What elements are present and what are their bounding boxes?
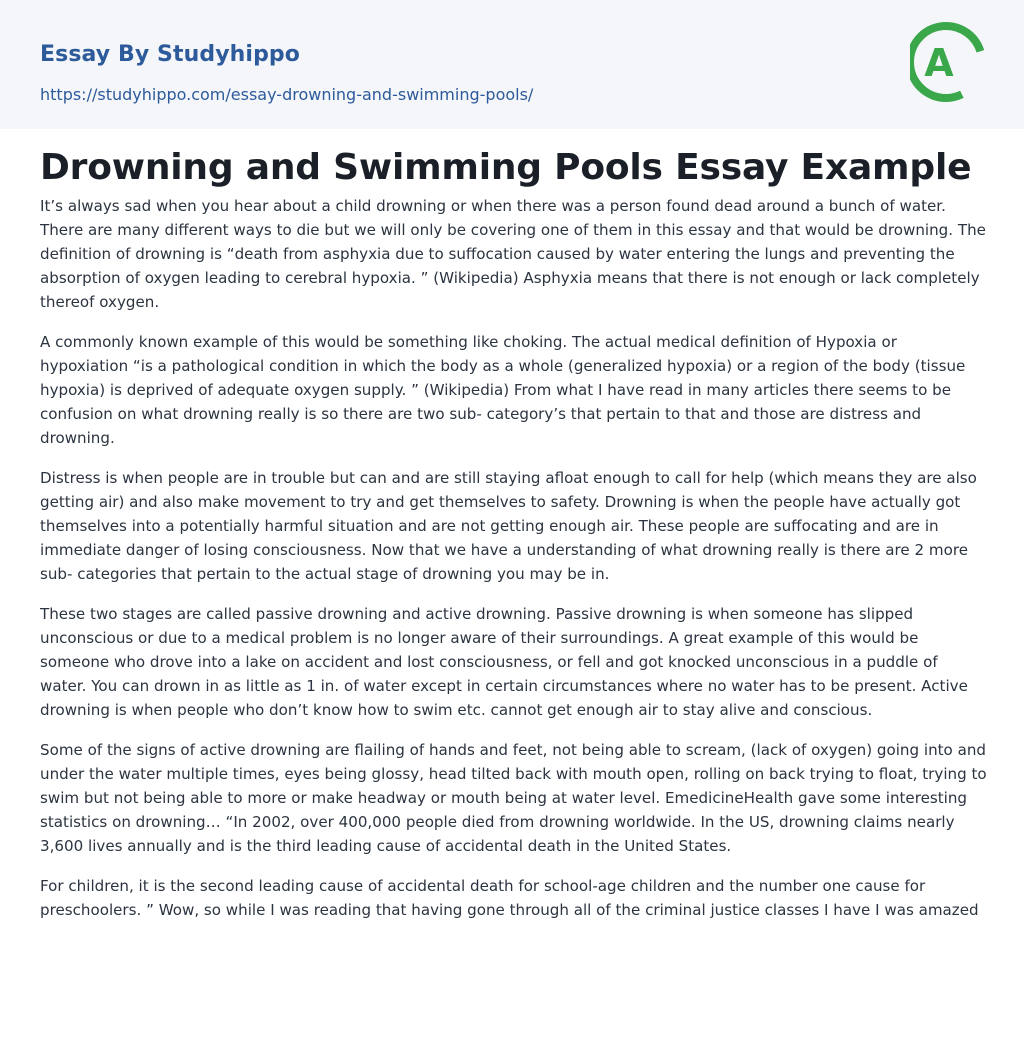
essay-body	[40, 194, 988, 938]
logo-letter: A	[924, 41, 954, 85]
essay-paragraph: A commonly known example of this would be something like choking. The actual medical definition of Hypoxia or hypoxiation “is a pathological condition in which the body as a whole (generalized hypoxia) or a region of the body (tissue hypoxia) is deprived of adequate oxygen supply. ” (Wikipedia) From what I have read in many articles there seems to be confusion on what drowning really is so there are two sub- category’s that pertain to that and those are distress and drowning.	[40, 333, 966, 447]
essay-paragraph: Distress is when people are in trouble but can and are still staying afloat enough to call for help (which means they are also getting air) and also make movement to try and get themselves to safety. Drowning is when the people have actually got themselves into a potentially harmful situation and are not getting enough air. These people are suffocating and are in immediate danger of losing consciousness. Now that we have a understanding of what drowning really is there are 2 more sub- categories that pertain to the actual stage of drowning you may be in.	[40, 469, 977, 583]
site-brand[interactable]: Essay By Studyhippo	[40, 42, 300, 67]
essay-paragraph: It’s always sad when you hear about a child drowning or when there was a person found dead around a bunch of water. There are many different ways to die but we will only be covering one of them in this essay and that would be drowning. The definition of drowning is “death from asphyxia due to suffocation caused by water entering the lungs and preventing the absorption of oxygen leading to cerebral hypoxia. ” (Wikipedia) Asphyxia means that there is not enough or lack completely thereof oxygen.	[40, 197, 986, 311]
essay-paragraph: Some of the signs of active drowning are flailing of hands and feet, not being able to scream, (lack of oxygen) going into and under the water multiple times, eyes being glossy, head tilted back with mouth open, rolling on back trying to float, trying to swim but not being able to more or make headway or mouth being at water level. EmedicineHealth gave some interesting statistics on drowning… “In 2002, over 400,000 people died from drowning worldwide. In the US, drowning claims nearly 3,600 lives annually and is the third leading cause of accidental death in the United States.	[40, 741, 987, 855]
page-title: Drowning and Swimming Pools Essay Example	[40, 147, 972, 188]
essay-paragraph: For children, it is the second leading cause of accidental death for school-age children and the number one cause for preschoolers. ” Wow, so while I was reading that having gone through all of the criminal justice classes I have I was amazed	[40, 877, 979, 919]
essay-url-link[interactable]: https://studyhippo.com/essay-drowning-and-swimming-pools/	[40, 85, 534, 104]
essay-paragraph: These two stages are called passive drowning and active drowning. Passive drowning is when someone has slipped unconscious or due to a medical problem is no longer aware of their surroundings. A great example of this would be someone who drove into a lake on accident and lost consciousness, or fell and got knocked unconscious in a puddle of water. You can drown in as little as 1 in. of water except in certain circumstances where no water has to be present. Active drowning is when people who don’t know how to swim etc. cannot get enough air to stay alive and conscious.	[40, 605, 968, 719]
